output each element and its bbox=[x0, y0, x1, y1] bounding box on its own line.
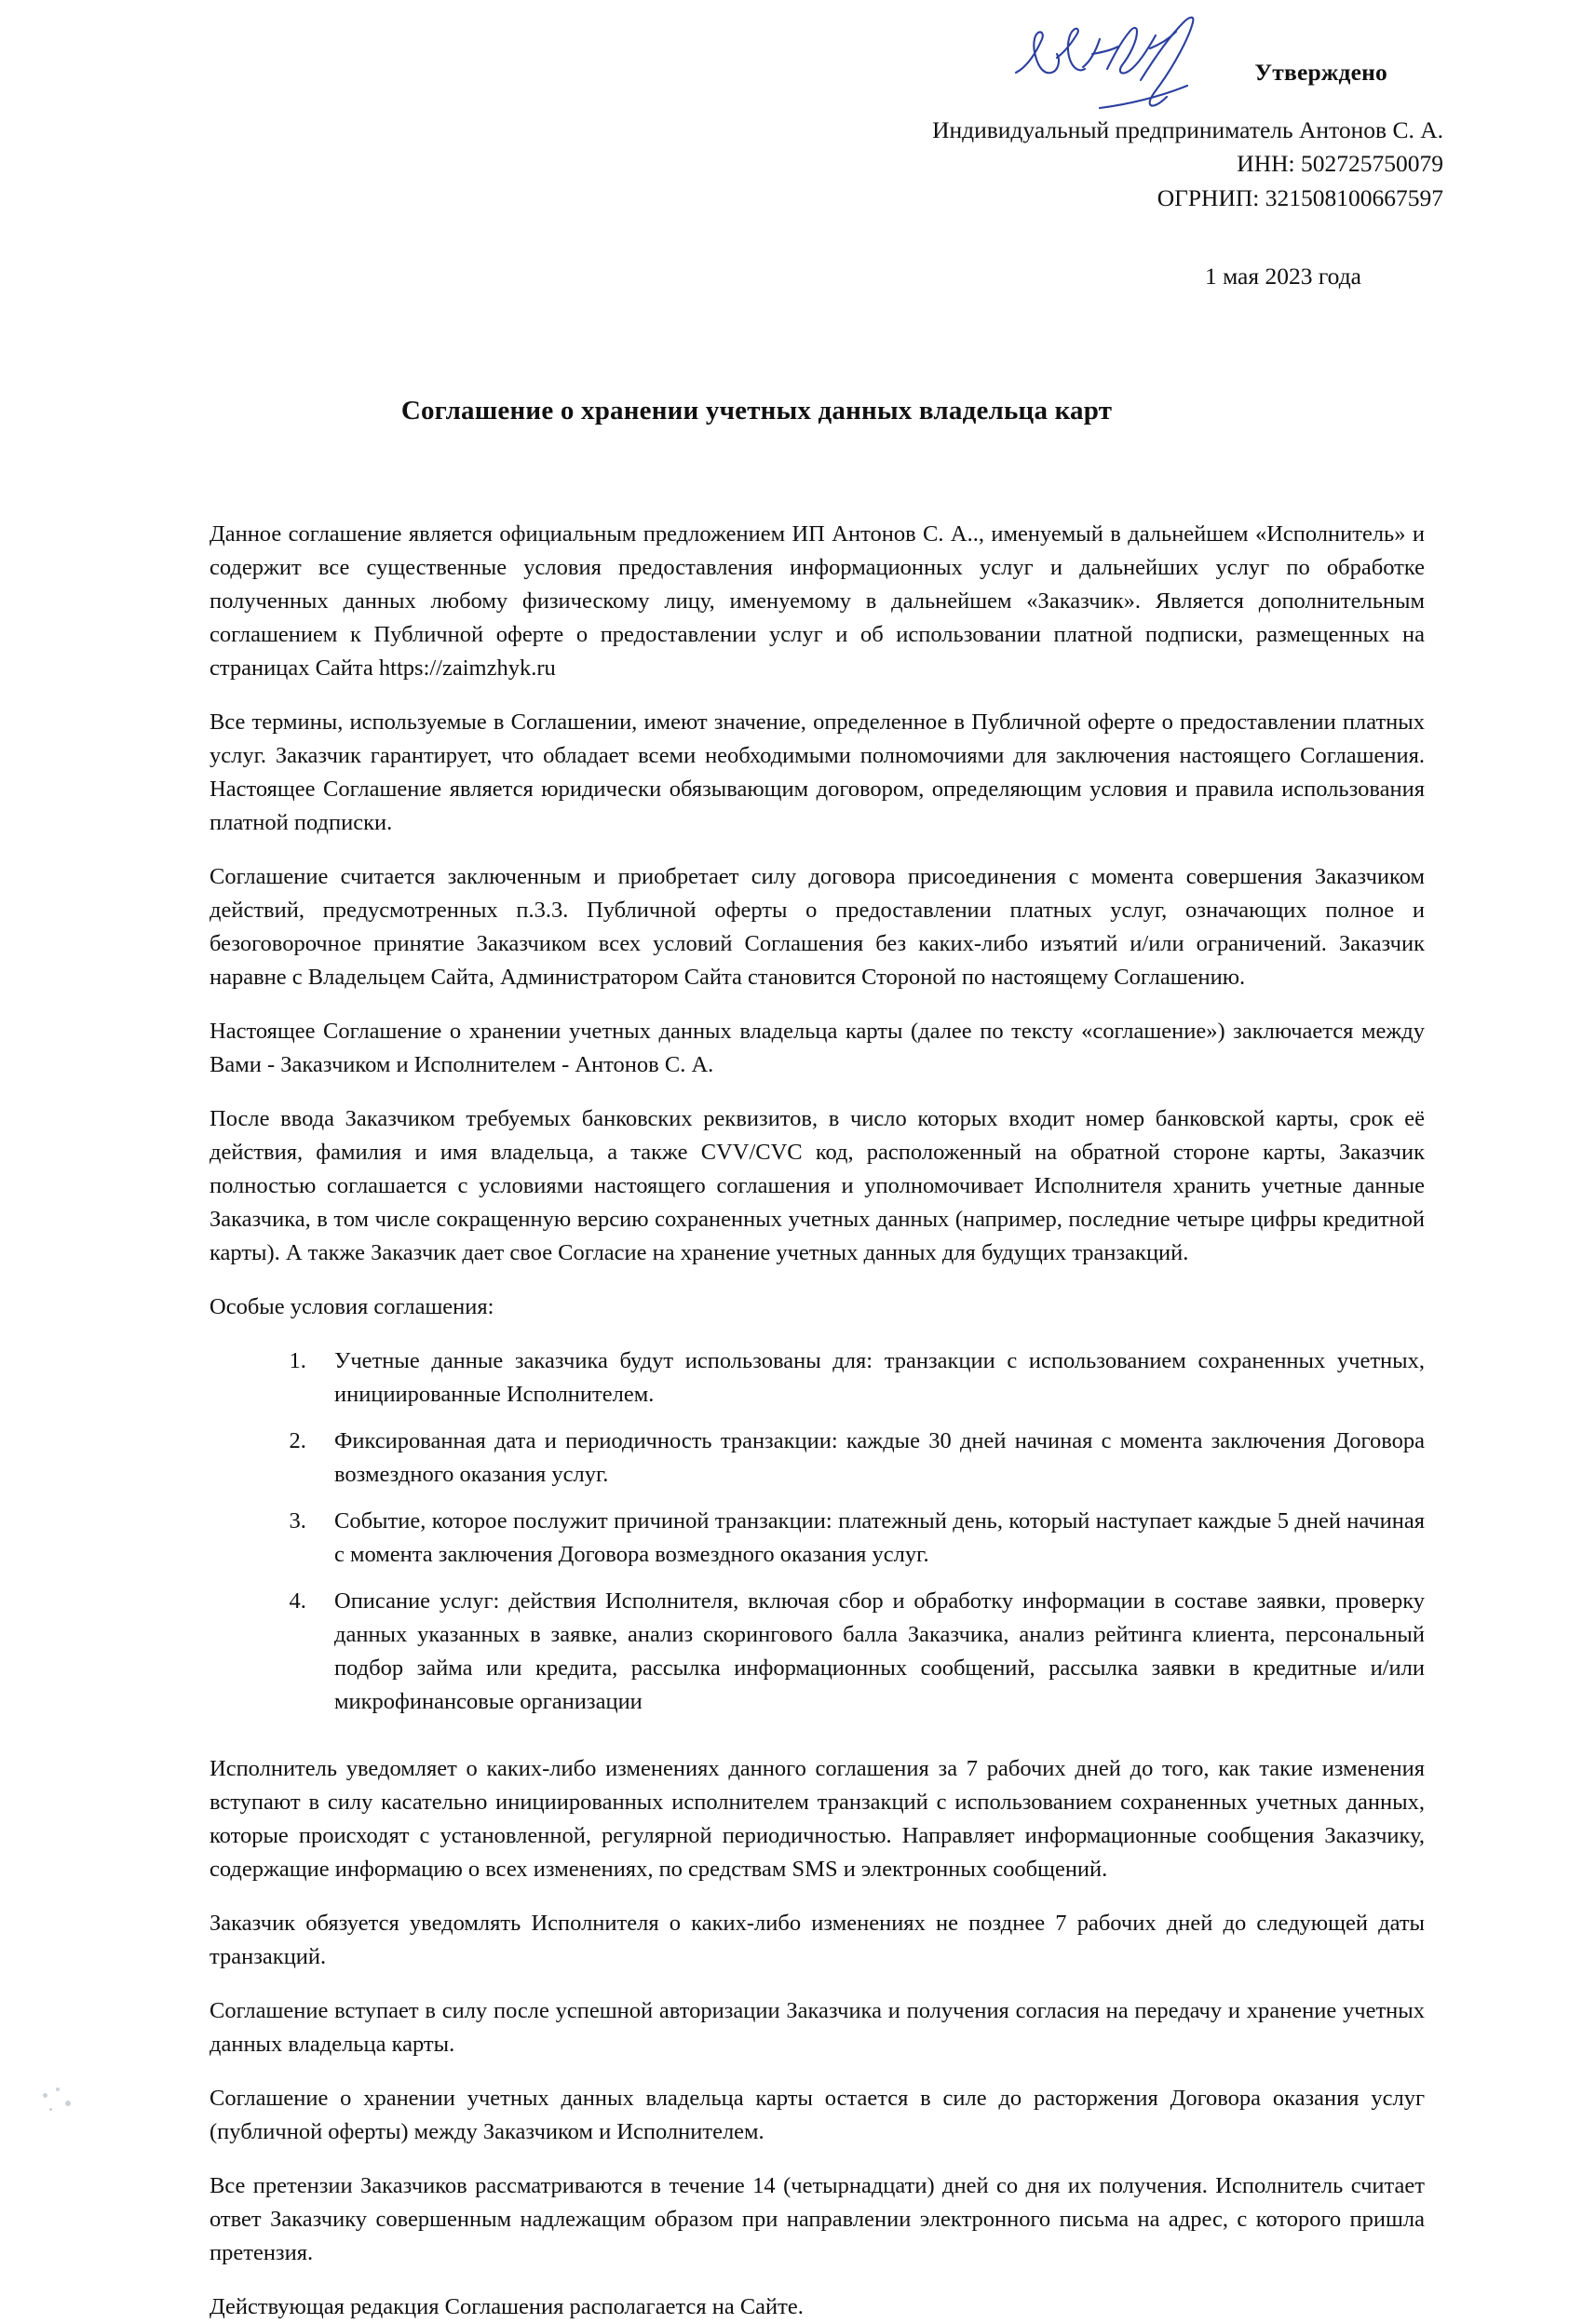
paragraph: Все термины, используемые в Соглашении, имеют значение, определенное в Публичной оферте о предоставлении платных услуг. Заказчик гарантирует, что обладает всеми необходимыми полномочиями для заключения настоящего Соглашения. Настоящее Соглашение является юридически обязывающим договором, определяющим условия и правила использования платной подписки. bbox=[210, 709, 1425, 836]
paragraph: Исполнитель уведомляет о каких-либо изменениях данного соглашения за 7 рабочих дней до того, как такие изменения вступают в силу касательно инициированных исполнителем транзакций с использованием сохраненных учетных данных, которые происходят с установленной, регулярной периодичностью. Направляет информационные сообщения Заказчику, содержащие информацию о всех изменениях, по средствам SMS и электронных сообщений. bbox=[210, 1756, 1425, 1883]
paragraph: После ввода Заказчиком требуемых банковских реквизитов, в число которых входит номер банковской карты, срок её действия, фамилия и имя владельца, а также CVV/CVC код, расположенный на обратной стороне карты, Заказчик полностью соглашается с условиями настоящего соглашения и уполномочивает Исполнителя хранить учетные данные Заказчика, в том числе сокращенную версию сохраненных учетных данных (например, последние четыре цифры кредитной карты). А также Заказчик дает свое Согласие на хранение учетных данных для будущих транзакций. bbox=[210, 1106, 1425, 1266]
approved-label: Утверждено bbox=[1254, 59, 1387, 86]
special-terms-heading: Особые условия соглашения: bbox=[210, 1294, 494, 1320]
paragraph: Данное соглашение является официальным предложением ИП Антонов С. А.., именуемый в дальнейшем «Исполнитель» и содержит все существенные условия предоставления информационных услуг и дальнейших услуг по обработке полученных данных любому физическому лицу, именуемому в дальнейшем «Заказчик». Является дополнительным соглашением к Публичной оферте о предоставлении услуг и об использовании платной подписки, размещенных на страницах Сайта https://zaimzhyk.ru bbox=[210, 521, 1425, 682]
entity-name: Индивидуальный предприниматель Антонов С. А. bbox=[932, 116, 1443, 144]
special-terms-list bbox=[210, 1344, 1425, 1719]
paragraph: Настоящее Соглашение о хранении учетных данных владельца карты (далее по тексту «соглашение») заключается между Вами - Заказчиком и Исполнителем - Антонов С. А. bbox=[210, 1019, 1425, 1078]
list-item: 3. Событие, которое послужит причиной транзакции: платежный день, который наступает каждые 5 дней начиная с момента заключения Договора возмездного оказания услуг. bbox=[312, 1505, 1425, 1572]
scan-artifact bbox=[41, 2086, 97, 2123]
list-item: 1. Учетные данные заказчика будут использованы для: транзакции с использованием сохраненных учетных, инициированные Исполнителем. bbox=[312, 1344, 1425, 1412]
document-date: 1 мая 2023 года bbox=[1204, 262, 1361, 290]
header-entity-block bbox=[210, 114, 1443, 215]
paragraph: Соглашение вступает в силу после успешной авторизации Заказчика и получения согласия на передачу и хранение учетных данных владельца карты. bbox=[210, 1998, 1425, 2058]
entity-ogrnip: ОГРНИП: 321508100667597 bbox=[1157, 183, 1443, 211]
paragraph: Соглашение считается заключенным и приобретает силу договора присоединения с момента совершения Заказчиком действий, предусмотренных п.3.3. Публичной оферты о предоставлении платных услуг, означающих полное и безоговорочное принятие Заказчиком всех условий Соглашения без каких-либо изъятий и/или ограничений. Заказчик наравне с Владельцем Сайта, Администратором Сайта становится Стороной по настоящему Соглашению. bbox=[210, 864, 1425, 991]
page-title: Соглашение о хранении учетных данных владельца карт bbox=[400, 396, 1113, 426]
paragraph: Все претензии Заказчиков рассматриваются в течение 14 (четырнадцати) дней со дня их получения. Исполнитель считает ответ Заказчику совершенным надлежащим образом при направлении электронного письма на адрес, с которого пришла претензия. bbox=[210, 2173, 1425, 2266]
document-header bbox=[210, 56, 1443, 293]
entity-inn: ИНН: 502725750079 bbox=[1237, 150, 1443, 178]
paragraph: Действующая редакция Соглашения располагается на Сайте. bbox=[210, 2294, 804, 2320]
paragraph: Соглашение о хранении учетных данных владельца карты остается в силе до расторжения Договора оказания услуг (публичной оферты) между Заказчиком и Исполнителем. bbox=[210, 2086, 1425, 2145]
list-item: 4. Описание услуг: действия Исполнителя, включая сбор и обработку информации в составе заявки, проверку данных указанных в заявке, анализ скорингового балла Заказчика, анализ рейтинга клиента, персональный подбор займа или кредита, рассылка информационных сообщений, рассылка заявки в кредитные и/или микрофинансовые организации bbox=[312, 1585, 1425, 1719]
document-body bbox=[210, 518, 1443, 2324]
list-item: 2. Фиксированная дата и периодичность транзакции: каждые 30 дней начиная с момента заключения Договора возмездного оказания услуг. bbox=[312, 1425, 1425, 1492]
paragraph: Заказчик обязуется уведомлять Исполнителя о каких-либо изменениях не позднее 7 рабочих дней до следующей даты транзакций. bbox=[210, 1911, 1425, 1970]
